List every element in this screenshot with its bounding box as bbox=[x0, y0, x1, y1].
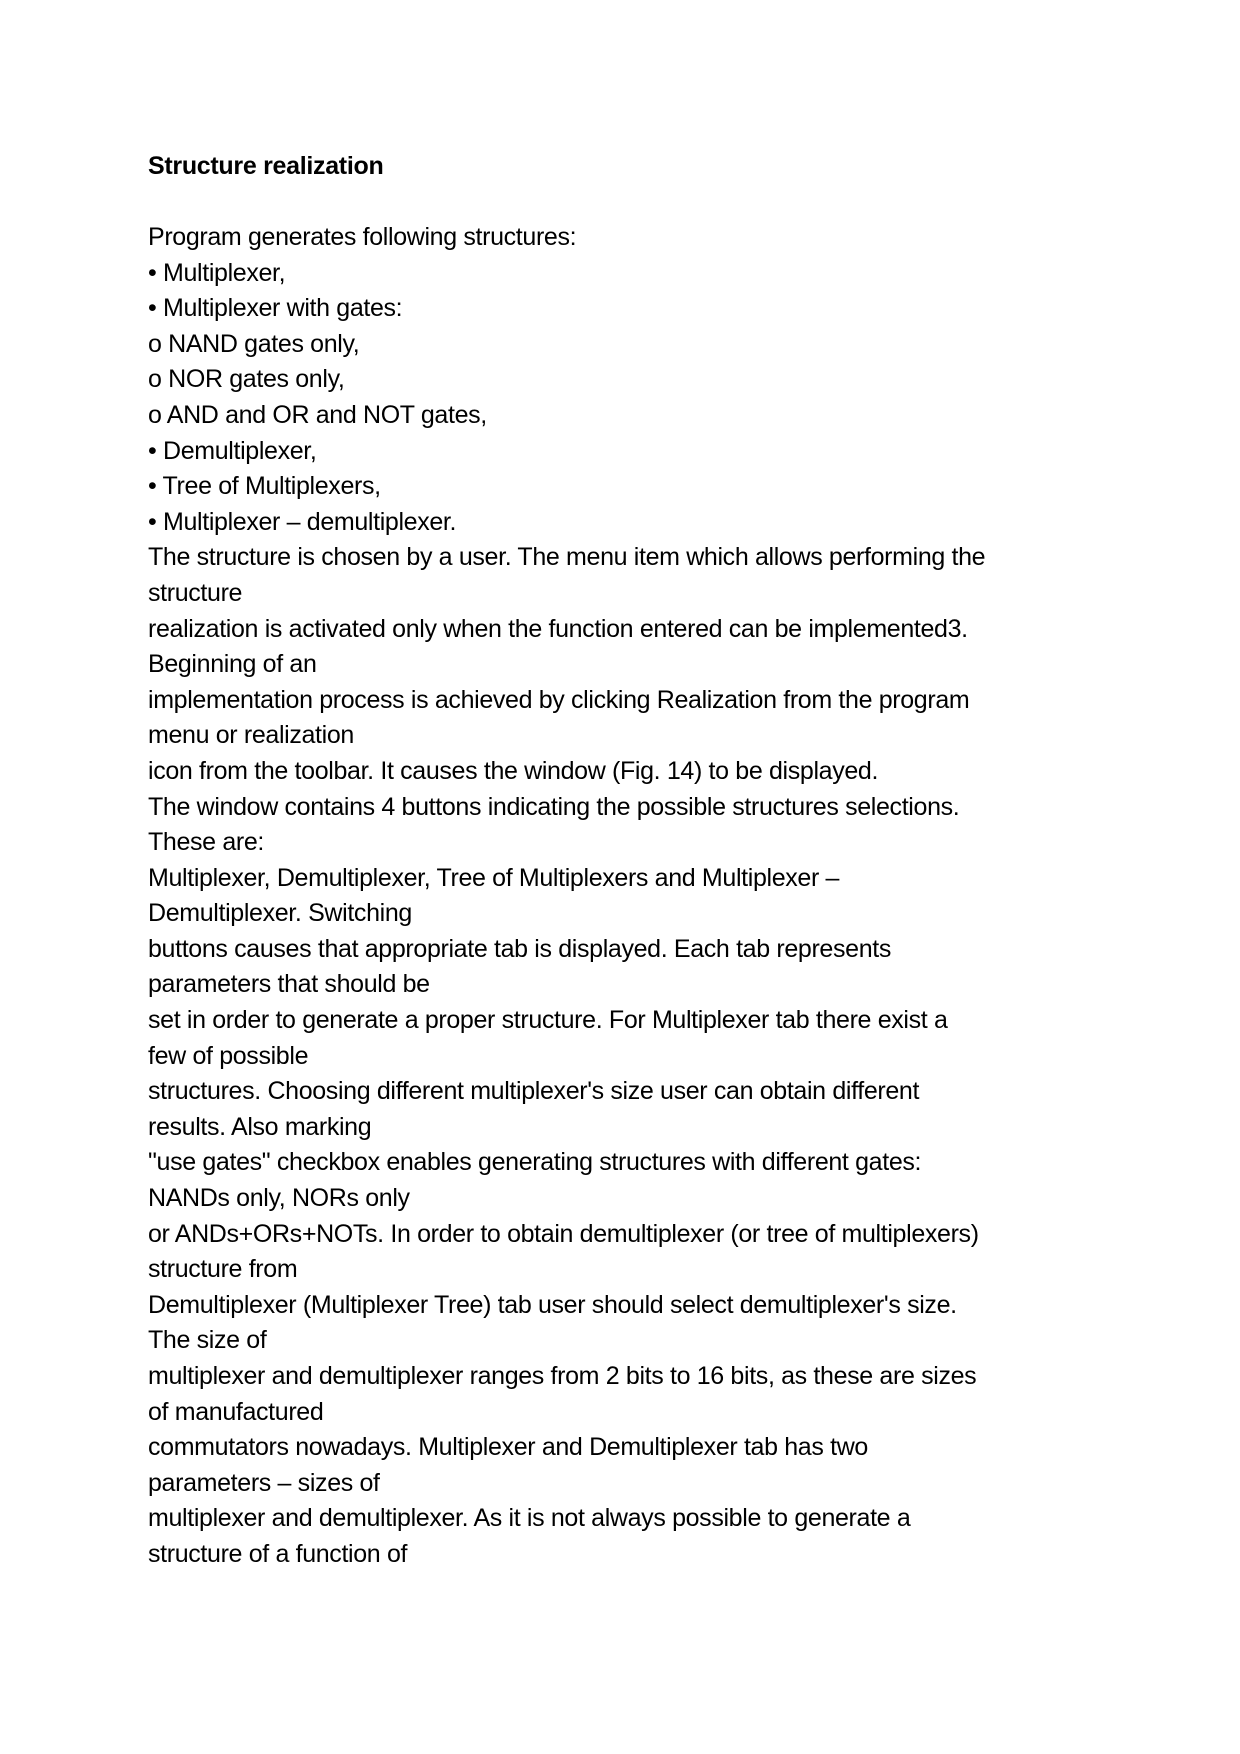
text-line: commutators nowadays. Multiplexer and Demultiplexer tab has two bbox=[148, 1433, 868, 1462]
text-line: The window contains 4 buttons indicating the possible structures selections. bbox=[148, 792, 960, 821]
text-line: • Tree of Multiplexers, bbox=[148, 472, 381, 501]
text-line: Program generates following structures: bbox=[148, 223, 577, 251]
text-line: parameters that should be bbox=[148, 970, 430, 999]
body-text bbox=[148, 220, 985, 1573]
text-line: structure from bbox=[148, 1255, 298, 1284]
text-line: o AND and OR and NOT gates, bbox=[148, 400, 487, 429]
text-line: implementation process is achieved by clicking Realization from the program bbox=[148, 685, 970, 714]
text-line: menu or realization bbox=[148, 721, 354, 750]
text-line: o NOR gates only, bbox=[148, 365, 345, 394]
text-line: set in order to generate a proper structure. For Multiplexer tab there exist a bbox=[148, 1006, 948, 1035]
text-line: structure of a function of bbox=[148, 1539, 408, 1568]
text-line: "use gates" checkbox enables generating structures with different gates: bbox=[148, 1148, 922, 1177]
section-heading: Structure realization bbox=[148, 152, 384, 180]
text-line: structures. Choosing different multiplexer's size user can obtain different bbox=[148, 1077, 920, 1106]
text-line: Demultiplexer. Switching bbox=[148, 899, 412, 928]
text-line: • Multiplexer – demultiplexer. bbox=[148, 507, 457, 536]
text-line: Multiplexer, Demultiplexer, Tree of Multiplexers and Multiplexer – bbox=[148, 863, 840, 892]
text-line: • Multiplexer, bbox=[148, 258, 286, 287]
text-line: buttons causes that appropriate tab is displayed. Each tab represents bbox=[148, 934, 891, 963]
text-line: NANDs only, NORs only bbox=[148, 1184, 410, 1213]
text-line: multiplexer and demultiplexer ranges from 2 bits to 16 bits, as these are sizes bbox=[148, 1362, 977, 1390]
text-line: multiplexer and demultiplexer. As it is not always possible to generate a bbox=[148, 1504, 911, 1533]
text-line: Demultiplexer (Multiplexer Tree) tab user should select demultiplexer's size. bbox=[148, 1290, 957, 1319]
text-line: • Demultiplexer, bbox=[148, 436, 317, 465]
text-line: The structure is chosen by a user. The menu item which allows performing the bbox=[148, 543, 986, 572]
text-line: or ANDs+ORs+NOTs. In order to obtain demultiplexer (or tree of multiplexers) bbox=[148, 1219, 979, 1248]
text-line: of manufactured bbox=[148, 1397, 324, 1426]
text-line: These are: bbox=[148, 828, 265, 857]
text-line: Beginning of an bbox=[148, 650, 317, 679]
text-line: o NAND gates only, bbox=[148, 329, 360, 358]
text-line: The size of bbox=[148, 1326, 267, 1355]
text-line: few of possible bbox=[148, 1041, 309, 1070]
text-line: • Multiplexer with gates: bbox=[148, 294, 403, 323]
text-line: realization is activated only when the function entered can be implemented3. bbox=[148, 614, 968, 643]
text-line: icon from the toolbar. It causes the window (Fig. 14) to be displayed. bbox=[148, 756, 879, 785]
text-line: results. Also marking bbox=[148, 1112, 372, 1141]
text-line: structure bbox=[148, 578, 243, 607]
text-line: parameters – sizes of bbox=[148, 1468, 380, 1497]
